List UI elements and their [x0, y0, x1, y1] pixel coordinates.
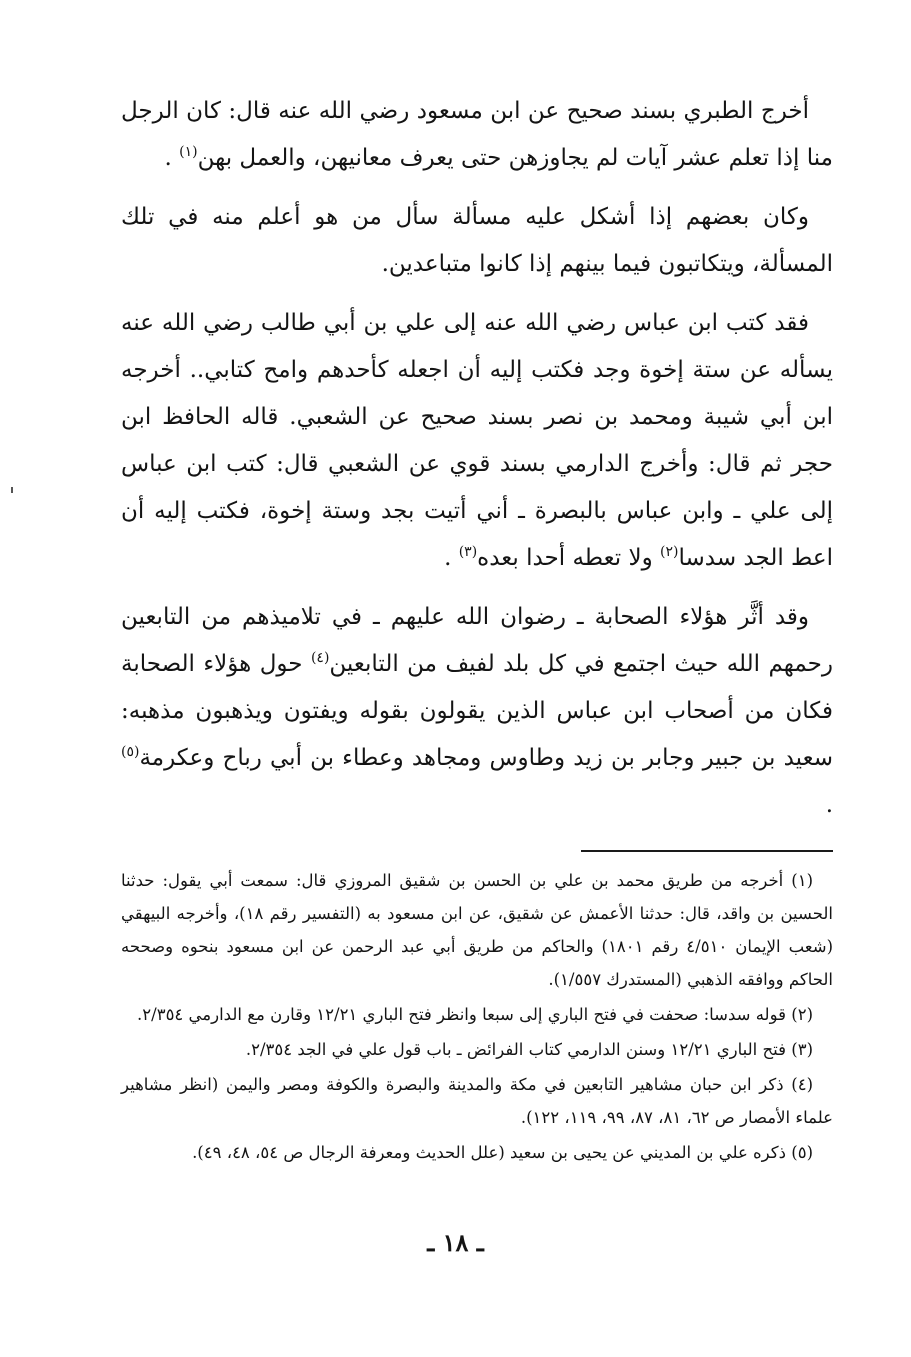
scan-mark	[11, 487, 13, 493]
paragraph-text: أخرج الطبري بسند صحيح عن ابن مسعود رضي الله عنه قال: كان الرجل منا إذا تعلم عشر آيات لم يجاوزهن حتى يعرف معانيهن، والعمل بهن	[121, 98, 833, 171]
main-text	[121, 88, 833, 841]
footnote-ref: (١)	[179, 144, 198, 160]
footnote-ref: (٥)	[121, 744, 140, 760]
paragraph-text: حول هؤلاء الصحابة فكان من أصحاب ابن عباس الذين يقولون بقوله ويفتون ويذهبون مذهبه: سعيد بن جبير وجابر بن زيد وطاوس ومجاهد وعطاء بن أبي رباح وعكرمة	[121, 651, 833, 771]
footnote: (٥) ذكره علي بن المديني عن يحيى بن سعيد (علل الحديث ومعرفة الرجال ص ٥٤، ٤٨، ٤٩).	[192, 1143, 813, 1162]
paragraph: وقد أثَّر هؤلاء الصحابة ـ رضوان الله عليهم ـ في تلاميذهم من التابعين رحمهم الله حيث اجتمع في كل بلد لفيف من التابعين$^{(٤)}$ حول هؤلاء الصحابة فكان من أصحاب ابن عباس الذين يقولون بقوله ويفتون ويذهبون مذهبه: سعيد بن جبير وجابر بن زيد وطاوس ومجاهد وعطاء بن أبي رباح وعكرمة$^{(٥)}$ .	[121, 604, 834, 818]
footnote: (١) أخرجه من طريق محمد بن علي بن الحسن بن شقيق المروزي قال: سمعت أبي يقول: حدثنا الحسين بن واقد، قال: حدثنا الأعمش عن شقيق، عن ابن مسعود به (التفسير رقم ١٨)، وأخرجه البيهقي (شعب الإيمان ٤/٥١٠ رقم ١٨٠١) والحاكم من طريق أبي عبد الرحمن عن ابن مسعود بنحوه وصححه الحاكم ووافقه الذهبي (المستدرك ١/٥٥٧).	[121, 871, 834, 989]
footnote: (٢) قوله سدسا: صحفت في فتح الباري إلى سبعا وانظر فتح الباري ١٢/٢١ وقارن مع الدارمي ٢/٣٥٤.	[137, 1005, 813, 1024]
paragraph-text: وقد أثَّر هؤلاء الصحابة ـ رضوان الله عليهم ـ في تلاميذهم من التابعين رحمهم الله حيث اجتمع في كل بلد لفيف من التابعين	[121, 604, 834, 677]
footnotes	[121, 864, 833, 1171]
footnote-divider	[581, 850, 833, 852]
paragraph	[121, 194, 833, 288]
paragraph: فقد كتب ابن عباس رضي الله عنه إلى علي بن أبي طالب رضي الله عنه يسأله عن ستة إخوة وجد فكتب إليه أن اجعله كأحدهم وامح كتابي.. أخرجه ابن أبي شيبة ومحمد بن نصر بسند صحيح عن الشعبي. قاله الحافظ ابن حجر ثم قال: وأخرج الدارمي بسند قوي عن الشعبي قال: كتب ابن عباس إلى علي ـ وابن عباس بالبصرة ـ أني أتيت بجد وستة إخوة، فكتب إليه أن اعط الجد سدسا$^{(٢)}$ ولا تعطه أحدا بعده$^{(٣)}$ .	[121, 310, 833, 571]
paragraph-text: وكان بعضهم إذا أشكل عليه مسألة سأل من هو أعلم منه في تلك المسألة، ويتكاتبون فيما بينهم إذا كانوا متباعدين.	[121, 204, 833, 277]
footnote-ref: (٣)	[458, 544, 478, 560]
footnote: (٣) فتح الباري ١٢/٢١ وسنن الدارمي كتاب الفرائض ـ باب قول علي في الجد ٢/٣٥٤.	[245, 1040, 813, 1059]
footnote-ref: (٢)	[660, 544, 679, 560]
paragraph: أخرج الطبري بسند صحيح عن ابن مسعود رضي الله عنه قال: كان الرجل منا إذا تعلم عشر آيات لم يجاوزهن حتى يعرف معانيهن، والعمل بهن$^{(١)}$ .	[121, 98, 833, 171]
footnote: (٤) ذكر ابن حبان مشاهير التابعين في مكة والمدينة والبصرة والكوفة ومصر واليمن (انظر مشاهير علماء الأمصار ص ٦٢، ٨١، ٨٧، ٩٩، ١١٩، ١٢٢).	[121, 1075, 833, 1127]
paragraph-text: ولا تعطه أحدا بعده	[477, 545, 653, 571]
page-number: ـ ١٨ ـ	[427, 1228, 484, 1257]
footnote-ref: (٤)	[310, 650, 330, 666]
paragraph-text: فقد كتب ابن عباس رضي الله عنه إلى علي بن أبي طالب رضي الله عنه يسأله عن ستة إخوة وجد فكتب إليه أن اجعله كأحدهم وامح كتابي.. أخرجه ابن أبي شيبة ومحمد بن نصر بسند صحيح عن الشعبي. قاله الحافظ ابن حجر ثم قال: وأخرج الدارمي بسند قوي عن الشعبي قال: كتب ابن عباس إلى علي ـ وابن عباس بالبصرة ـ أني أتيت بجد وستة إخوة، فكتب إليه أن اعط الجد سدسا	[121, 310, 833, 571]
